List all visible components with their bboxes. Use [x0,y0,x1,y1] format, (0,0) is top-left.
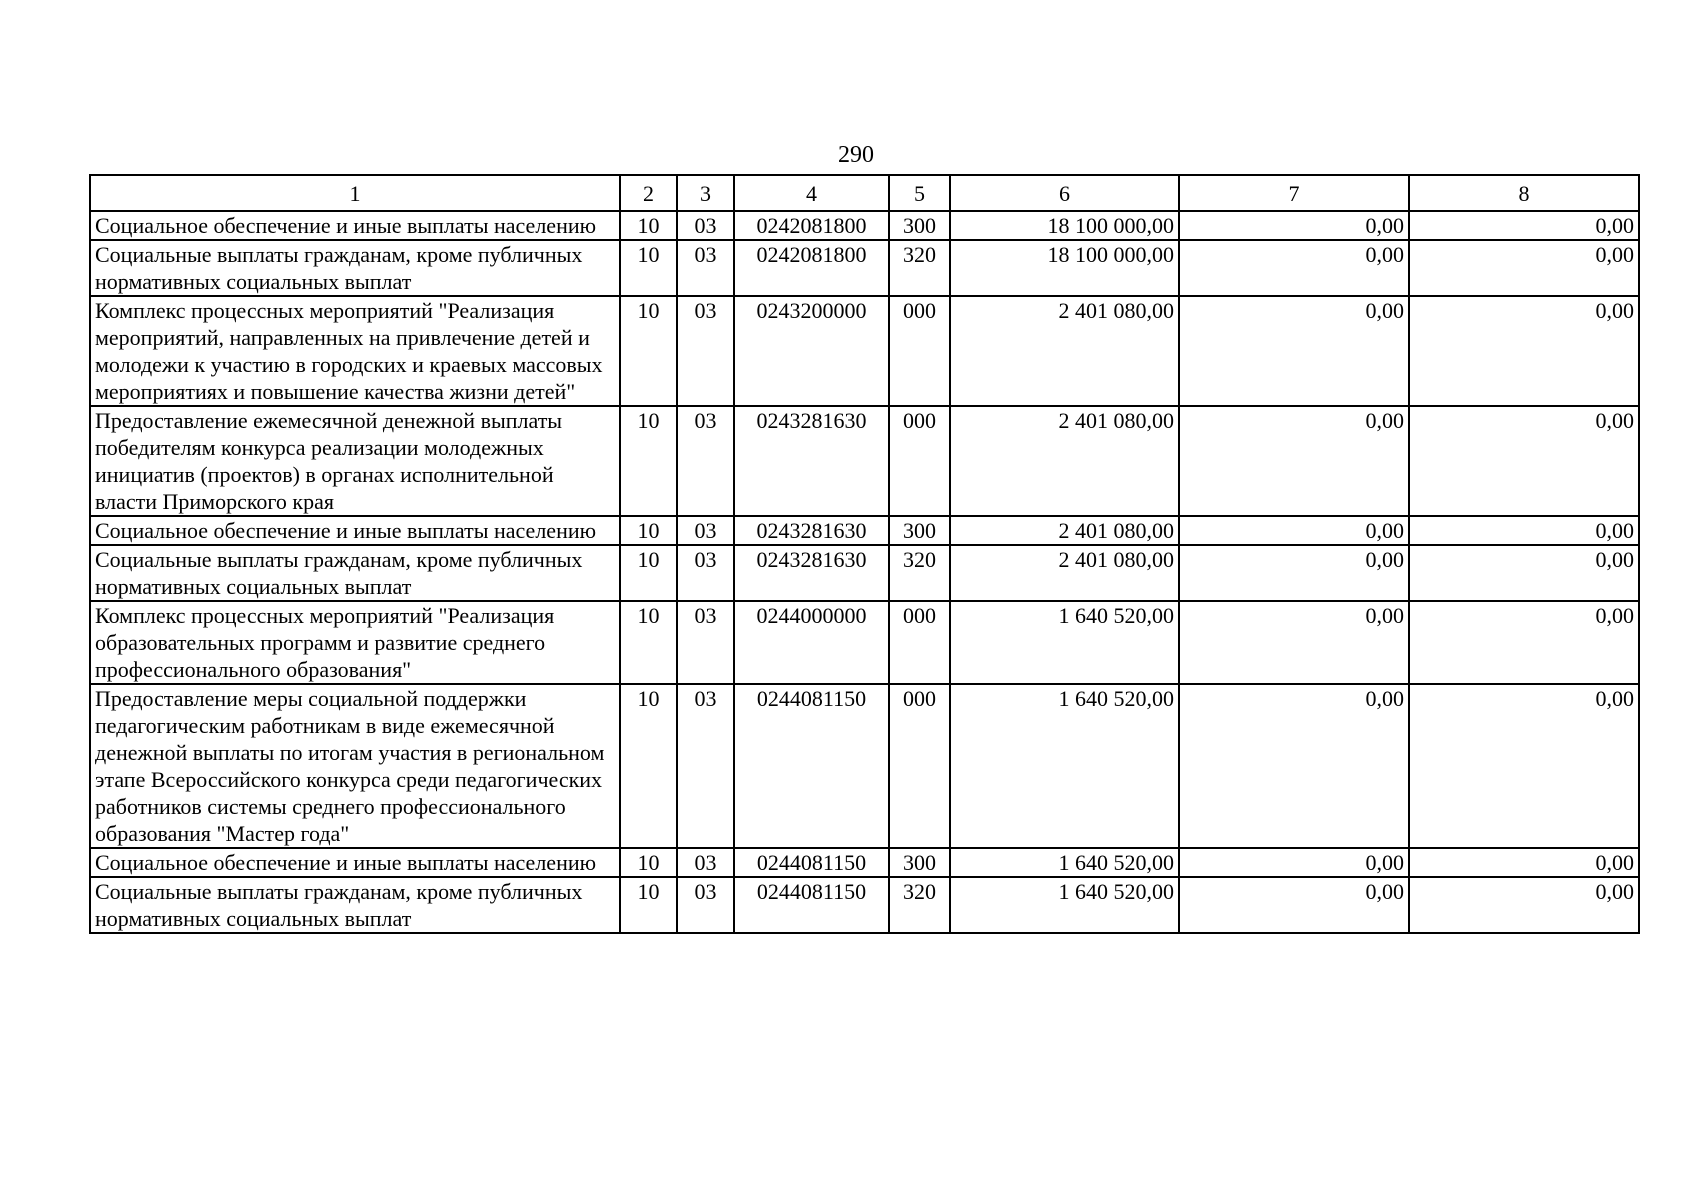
row-name: Социальное обеспечение и иные выплаты населению [90,848,620,877]
row-section: 10 [620,516,677,545]
row-amount-8: 0,00 [1409,240,1639,296]
row-target: 0242081800 [734,240,889,296]
row-amount-6: 2 401 080,00 [950,406,1179,516]
table-row [90,406,1639,516]
row-expense-type: 000 [889,684,950,848]
row-section: 10 [620,296,677,406]
table-row [90,877,1639,933]
row-amount-8: 0,00 [1409,684,1639,848]
row-amount-7: 0,00 [1179,296,1409,406]
row-subsection: 03 [677,601,734,684]
row-subsection: 03 [677,684,734,848]
row-amount-7: 0,00 [1179,406,1409,516]
table-row [90,684,1639,848]
row-amount-7: 0,00 [1179,848,1409,877]
row-name: Предоставление меры социальной поддержки педагогическим работникам в виде ежемесячной денежной выплаты по итогам участия в региональном этапе Всероссийского конкурса среди педагогических работников системы среднего профессионального образования "Мастер года" [90,684,620,848]
row-amount-7: 0,00 [1179,684,1409,848]
row-section: 10 [620,211,677,240]
page-number: 290 [838,142,874,168]
row-amount-8: 0,00 [1409,516,1639,545]
row-subsection: 03 [677,240,734,296]
row-subsection: 03 [677,406,734,516]
row-name: Социальное обеспечение и иные выплаты населению [90,211,620,240]
row-section: 10 [620,848,677,877]
row-section: 10 [620,545,677,601]
header-col-8: 8 [1409,175,1639,211]
row-section: 10 [620,240,677,296]
budget-table [89,174,1640,934]
table-row [90,545,1639,601]
row-target: 0244081150 [734,848,889,877]
row-amount-6: 18 100 000,00 [950,211,1179,240]
table-row [90,240,1639,296]
row-target: 0243281630 [734,516,889,545]
row-amount-6: 2 401 080,00 [950,545,1179,601]
row-expense-type: 000 [889,296,950,406]
row-expense-type: 320 [889,877,950,933]
row-amount-6: 1 640 520,00 [950,848,1179,877]
row-target: 0244081150 [734,684,889,848]
row-amount-6: 1 640 520,00 [950,877,1179,933]
row-name: Социальные выплаты гражданам, кроме публичных нормативных социальных выплат [90,240,620,296]
row-name: Предоставление ежемесячной денежной выплаты победителям конкурса реализации молодежных инициатив (проектов) в органах исполнительной власти Приморского края [90,406,620,516]
row-expense-type: 300 [889,516,950,545]
row-amount-7: 0,00 [1179,211,1409,240]
row-amount-7: 0,00 [1179,877,1409,933]
header-col-4: 4 [734,175,889,211]
row-target: 0244081150 [734,877,889,933]
table-row [90,211,1639,240]
row-amount-8: 0,00 [1409,406,1639,516]
row-subsection: 03 [677,296,734,406]
row-target: 0244000000 [734,601,889,684]
row-target: 0242081800 [734,211,889,240]
row-expense-type: 300 [889,848,950,877]
row-subsection: 03 [677,516,734,545]
row-name: Социальные выплаты гражданам, кроме публичных нормативных социальных выплат [90,545,620,601]
row-amount-8: 0,00 [1409,848,1639,877]
row-expense-type: 300 [889,211,950,240]
row-target: 0243281630 [734,545,889,601]
row-name: Комплекс процессных мероприятий "Реализация мероприятий, направленных на привлечение детей и молодежи к участию в городских и краевых массовых мероприятиях и повышение качества жизни детей" [90,296,620,406]
row-amount-7: 0,00 [1179,545,1409,601]
row-amount-8: 0,00 [1409,877,1639,933]
row-amount-8: 0,00 [1409,601,1639,684]
row-subsection: 03 [677,848,734,877]
row-subsection: 03 [677,211,734,240]
header-col-3: 3 [677,175,734,211]
row-amount-6: 2 401 080,00 [950,296,1179,406]
row-amount-8: 0,00 [1409,211,1639,240]
table-row [90,296,1639,406]
table-row [90,848,1639,877]
row-amount-6: 1 640 520,00 [950,684,1179,848]
table-row [90,516,1639,545]
header-col-2: 2 [620,175,677,211]
row-amount-6: 2 401 080,00 [950,516,1179,545]
row-target: 0243281630 [734,406,889,516]
header-col-7: 7 [1179,175,1409,211]
header-col-1: 1 [90,175,620,211]
row-section: 10 [620,877,677,933]
header-col-6: 6 [950,175,1179,211]
row-amount-6: 18 100 000,00 [950,240,1179,296]
row-name: Комплекс процессных мероприятий "Реализация образовательных программ и развитие среднего профессионального образования" [90,601,620,684]
row-section: 10 [620,684,677,848]
row-subsection: 03 [677,545,734,601]
row-amount-7: 0,00 [1179,516,1409,545]
row-expense-type: 000 [889,601,950,684]
row-amount-7: 0,00 [1179,601,1409,684]
row-expense-type: 000 [889,406,950,516]
row-amount-6: 1 640 520,00 [950,601,1179,684]
row-section: 10 [620,406,677,516]
row-target: 0243200000 [734,296,889,406]
row-name: Социальное обеспечение и иные выплаты населению [90,516,620,545]
row-amount-7: 0,00 [1179,240,1409,296]
row-amount-8: 0,00 [1409,296,1639,406]
row-amount-8: 0,00 [1409,545,1639,601]
header-row [90,175,1639,211]
row-expense-type: 320 [889,240,950,296]
row-expense-type: 320 [889,545,950,601]
table-row [90,601,1639,684]
row-name: Социальные выплаты гражданам, кроме публичных нормативных социальных выплат [90,877,620,933]
row-section: 10 [620,601,677,684]
header-col-5: 5 [889,175,950,211]
row-subsection: 03 [677,877,734,933]
